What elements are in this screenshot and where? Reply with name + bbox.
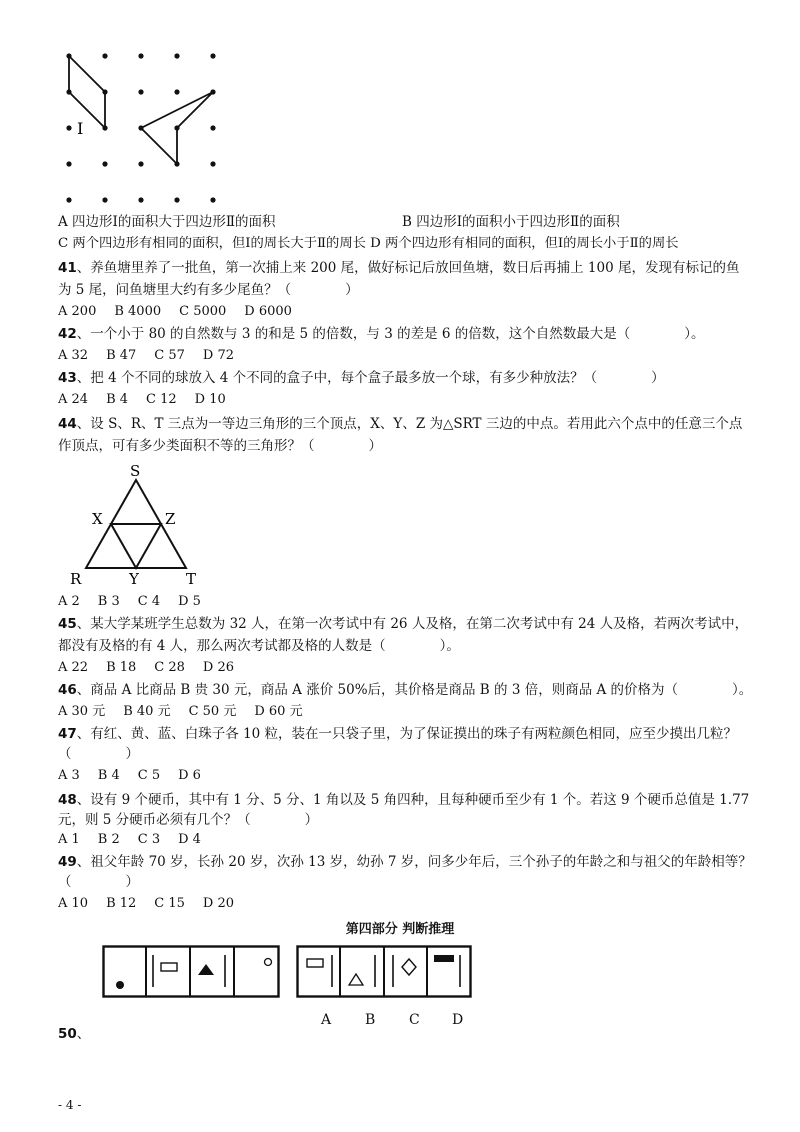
quadrilateral-II xyxy=(141,92,213,164)
q49-text-line1: 49、祖父年龄 70 岁，长孙 20 岁，次孙 13 岁，幼孙 7 岁，问多少年后，三个孙子的年龄之和与祖父的年龄相等？ xyxy=(58,854,752,870)
q42-number: 42 xyxy=(58,326,77,342)
q49-text-line2: （ ） xyxy=(58,874,139,890)
q48-text-line1: 48、设有 9 个硬币，其中有 1 分、5 分、1 角以及 5 角四种，且每种硬币至少有 1 个。若这 9 个硬币总值是 1.77 xyxy=(58,792,750,808)
q50-number: 50 xyxy=(58,1026,77,1042)
q41-text-line1: 41、养鱼塘里养了一批鱼，第一次捕上来 200 尾，做好标记后放回鱼塘，数日后再捕上 100 尾，发现有标记的鱼 xyxy=(58,260,740,276)
q44-number: 44 xyxy=(58,416,77,432)
q49-number: 49 xyxy=(58,854,77,870)
dot-grid-figure xyxy=(55,50,225,208)
q41-text-line2: 为 5 尾，问鱼塘里大约有多少尾鱼？（ ） xyxy=(58,282,359,298)
diamond-icon xyxy=(402,959,416,975)
filled-bar-icon xyxy=(434,955,454,962)
filled-triangle-icon xyxy=(198,964,214,975)
q49-options: A 10 B 12 C 15 D 20 xyxy=(58,896,235,911)
label-I: I xyxy=(77,119,84,138)
q50-label-b: B xyxy=(365,1012,376,1028)
q48-options: A 1 B 2 C 3 D 4 xyxy=(58,832,201,847)
q40-options-cd: C 两个四边形有相同的面积，但Ⅰ的周长大于Ⅱ的周长 D 两个四边形有相同的面积，但Ⅰ的周长小于Ⅱ的周长 xyxy=(58,236,679,251)
q42-text-line1: 42、一个小于 80 的自然数与 3 的和是 5 的倍数，与 3 的差是 6 的倍数，这个自然数最大是（ ）。 xyxy=(58,326,705,342)
vertex-Y: Y xyxy=(129,570,139,588)
vertex-R: R xyxy=(70,570,82,588)
q43-options: A 24 B 4 C 12 D 10 xyxy=(58,392,226,407)
q45-options: A 22 B 18 C 28 D 26 xyxy=(58,660,235,675)
q46-text-line1: 46、商品 A 比商品 B 贵 30 元，商品 A 涨价 50%后，其价格是商品 B 的 3 倍，则商品 A 的价格为（ ）。 xyxy=(58,682,753,698)
q46-number: 46 xyxy=(58,682,77,698)
q43-text-line1: 43、把 4 个不同的球放入 4 个不同的盒子中，每个盒子最多放一个球，有多少种放法？（ ） xyxy=(58,370,665,386)
q47-text-line2: （ ） xyxy=(58,746,139,762)
quadrilateral-I xyxy=(69,56,105,128)
q50-question-strip xyxy=(102,945,280,999)
q41-options: A 200 B 4000 C 5000 D 6000 xyxy=(58,304,292,319)
q48-number: 48 xyxy=(58,792,77,808)
q42-options: A 32 B 47 C 57 D 72 xyxy=(58,348,235,363)
small-circle-icon xyxy=(265,959,272,966)
q44-options: A 2 B 3 C 4 D 5 xyxy=(58,594,201,609)
q50-label-c: C xyxy=(409,1012,420,1028)
q40-option-b: B 四边形Ⅰ的面积小于四边形Ⅱ的面积 xyxy=(402,214,620,230)
q40-option-a: A 四边形Ⅰ的面积大于四边形Ⅱ的面积 xyxy=(58,214,276,230)
filled-dot-icon xyxy=(116,981,124,989)
q50-label-d: D xyxy=(452,1012,464,1028)
section-title: 第四部分 判断推理 xyxy=(345,922,455,937)
q44-text-line2: 作顶点，可有多少类面积不等的三角形？（ ） xyxy=(58,438,382,454)
q47-number: 47 xyxy=(58,726,77,742)
q50-label-a: A xyxy=(321,1012,332,1028)
vertex-T: T xyxy=(186,570,197,588)
q45-text-line1: 45、某大学某班学生总数为 32 人，在第一次考试中有 26 人及格，在第二次考试中有 24 人及格，若两次考试中， xyxy=(58,616,749,632)
q45-text-line2: 都没有及格的有 4 人，那么两次考试都及格的人数是（ ）。 xyxy=(58,638,460,654)
triangle-XYZ xyxy=(111,524,161,568)
page-number: - 4 - xyxy=(58,1098,82,1112)
vertex-Z: Z xyxy=(165,510,176,528)
q44-text-line1: 44、设 S、R、T 三点为一等边三角形的三个顶点，X、Y、Z 为△SRT 三边的中点。若用此六个点中的任意三个点 xyxy=(58,416,743,432)
q43-number: 43 xyxy=(58,370,77,386)
vertex-S: S xyxy=(130,462,141,480)
q46-options: A 30 元 B 40 元 C 50 元 D 60 元 xyxy=(58,704,303,719)
q41-number: 41 xyxy=(58,260,77,276)
q48-text-line2: 元，则 5 分硬币必须有几个？（ ） xyxy=(58,812,319,828)
triangle-figure xyxy=(66,460,206,590)
q50-text: 50、 xyxy=(58,1026,91,1042)
q50-answer-strip xyxy=(296,945,472,999)
q47-options: A 3 B 4 C 5 D 6 xyxy=(58,768,201,783)
q45-number: 45 xyxy=(58,616,77,632)
vertex-X: X xyxy=(92,510,103,528)
q47-text-line1: 47、有红、黄、蓝、白珠子各 10 粒，装在一只袋子里，为了保证摸出的珠子有两粒颜色相同，应至少摸出几粒？ xyxy=(58,726,738,742)
outline-triangle-icon xyxy=(349,974,363,985)
